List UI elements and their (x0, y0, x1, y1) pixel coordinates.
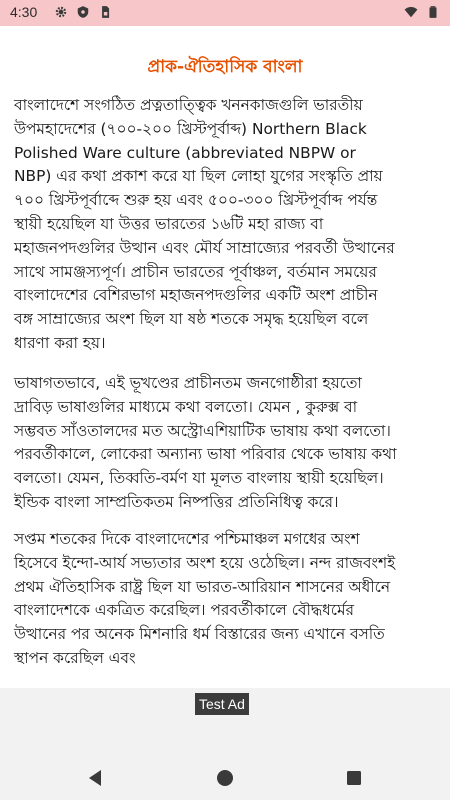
article-paragraph: ভাষাগতভাবে, এই ভূখণ্ডের প্রাচীনতম জনগোষ্ঠীরা হয়তো দ্রাবিড় ভাষাগুলির মাধ্যমে কথা বলতো। যেমন , কুরুক্স বা সম্ভবত সাঁওতালদের মত অস্ট্রোএশিয়াটিক ভাষায় কথা বলতো। পরবর্তীকালে, লোকেরা অন্যান্য ভাষা পরিবার থেকে ভাষায় কথা বলতো। যেমন, তিব্বতি-বর্মণ যা মূলত বাংলায় স্থায়ী হয়েছিল। ইন্ডিক বাংলা সাম্প্রতিকতম নিষ্পত্তির প্রতিনিধিত্ব করে। (14, 374, 397, 511)
back-icon[interactable] (86, 768, 106, 788)
recents-icon[interactable] (344, 768, 364, 788)
wifi-icon (404, 5, 418, 19)
shield-icon (76, 5, 90, 19)
gear-icon (54, 5, 68, 19)
navigation-bar (0, 756, 450, 800)
status-icons-left (54, 5, 112, 19)
article-scroll-area[interactable] (0, 26, 450, 688)
article-paragraph: সপ্তম শতকের দিকে বাংলাদেশের পশ্চিমাঞ্চল মগধের অংশ হিসেবে ইন্দো-আর্য সভ্যতার অংশ হয়ে ওঠেছিল। নন্দ রাজবংশই প্রথম ঐতিহাসিক রাষ্ট্র ছিল যা ভারত-আরিয়ান শাসনের অধীনে বাংলাদেশকে একত্রিত করেছিল। পরবর্তীকালে বৌদ্ধধর্মের উত্থানের পর অনেক মিশনারি ধর্ম বিস্তারের জন্য এখানে বসতি স্থাপন করেছিল এবং (14, 530, 396, 667)
battery-icon (426, 5, 440, 19)
sim-card-icon (98, 5, 112, 19)
article-title: প্রাক-ঐতিহাসিক বাংলা (147, 57, 303, 77)
status-icons-right (404, 5, 440, 19)
test-ad-label[interactable]: Test Ad (195, 693, 249, 715)
article-paragraph: বাংলাদেশে সংগঠিত প্রত্নতাত্ত্বিক খননকাজগুলি ভারতীয় উপমহাদেশের (৭০০-২০০ খ্রিস্টপূর্বাব্দ) Northern Black Polished Ware culture (abbreviated NBPW or NBP) এর কথা প্রকাশ করে যা ছিল লোহা যুগের সংস্কৃতি প্রায় ৭০০ খ্রিস্টপূর্বাব্দে শুরু হয় এবং ৫০০-৩০০ খ্রিস্টপূর্বাব্দ পর্যন্ত স্থায়ী হয়েছিল যা উত্তর ভারতের ১৬টি মহা রাজ্য বা মহাজনপদগুলির উত্থান এবং মৌর্য সাম্রাজ্যের পরবর্তী উত্থানের সাথে সামঞ্জস্যপূর্ণ। প্রাচীন ভারতের পূর্বাঞ্চল, বর্তমান সময়ের বাংলাদেশের বেশিরভাগ মহাজনপদগুলির একটি অংশ প্রাচীন বঙ্গ সাম্রাজ্যের অংশ ছিল যা ষষ্ঠ শতকে সমৃদ্ধ হয়েছিল বলে ধারণা করা হয়। (14, 96, 395, 352)
home-icon[interactable] (215, 768, 235, 788)
status-bar (0, 0, 450, 26)
status-time: 4:30 (10, 4, 38, 20)
